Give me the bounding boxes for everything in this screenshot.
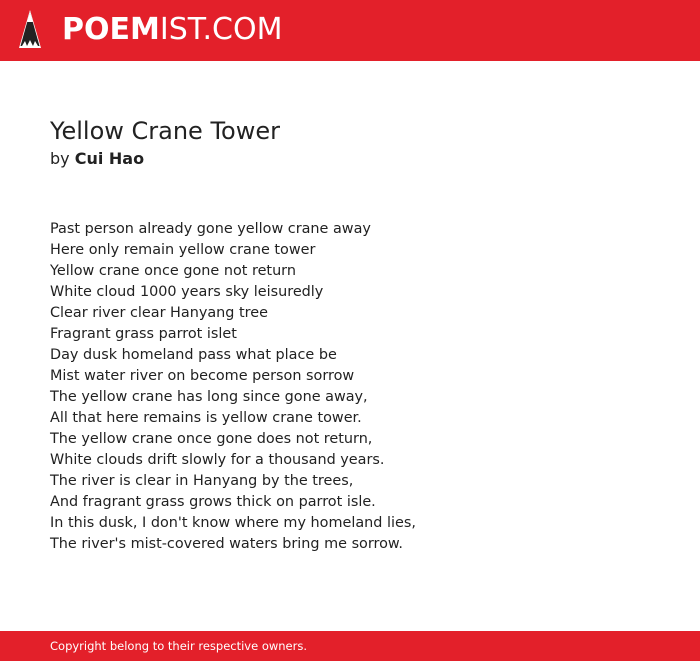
poem-line: All that here remains is yellow crane tower.: [50, 410, 362, 426]
site-header: [0, 0, 700, 61]
poem-byline: [50, 149, 144, 169]
poem-line: White cloud 1000 years sky leisuredly: [50, 284, 324, 300]
poem-body: [50, 219, 416, 555]
site-footer: [0, 631, 700, 661]
copyright-text: Copyright belong to their respective owners.: [50, 639, 308, 653]
poem-line: The river is clear in Hanyang by the trees,: [50, 473, 354, 489]
poem-line: Day dusk homeland pass what place be: [50, 347, 337, 363]
site-logo[interactable]: [62, 12, 282, 48]
poem-line: Yellow crane once gone not return: [50, 263, 296, 279]
poem-line: White clouds drift slowly for a thousand years.: [50, 452, 385, 468]
poem-author: Cui Hao: [74, 149, 145, 168]
poem-line: Mist water river on become person sorrow: [50, 368, 355, 384]
logo-light-text: IST.COM: [159, 12, 283, 47]
poem-line: The river's mist-covered waters bring me sorrow.: [50, 536, 403, 552]
poem-line: The yellow crane once gone does not return,: [50, 431, 373, 447]
poem-title: Yellow Crane Tower: [50, 117, 280, 145]
poem-line: And fragrant grass grows thick on parrot isle.: [50, 494, 376, 510]
logo-bold-text: POEM: [62, 12, 160, 47]
poem-line: Clear river clear Hanyang tree: [50, 305, 268, 321]
poem-line: Fragrant grass parrot islet: [50, 326, 237, 342]
poem-line: In this dusk, I don't know where my homeland lies,: [50, 515, 416, 531]
byline-label: by: [50, 149, 70, 168]
pencil-tip-icon[interactable]: [18, 10, 42, 51]
poem-line: Past person already gone yellow crane away: [50, 221, 371, 237]
poem-line: Here only remain yellow crane tower: [50, 242, 316, 258]
poem-line: The yellow crane has long since gone away,: [50, 389, 368, 405]
